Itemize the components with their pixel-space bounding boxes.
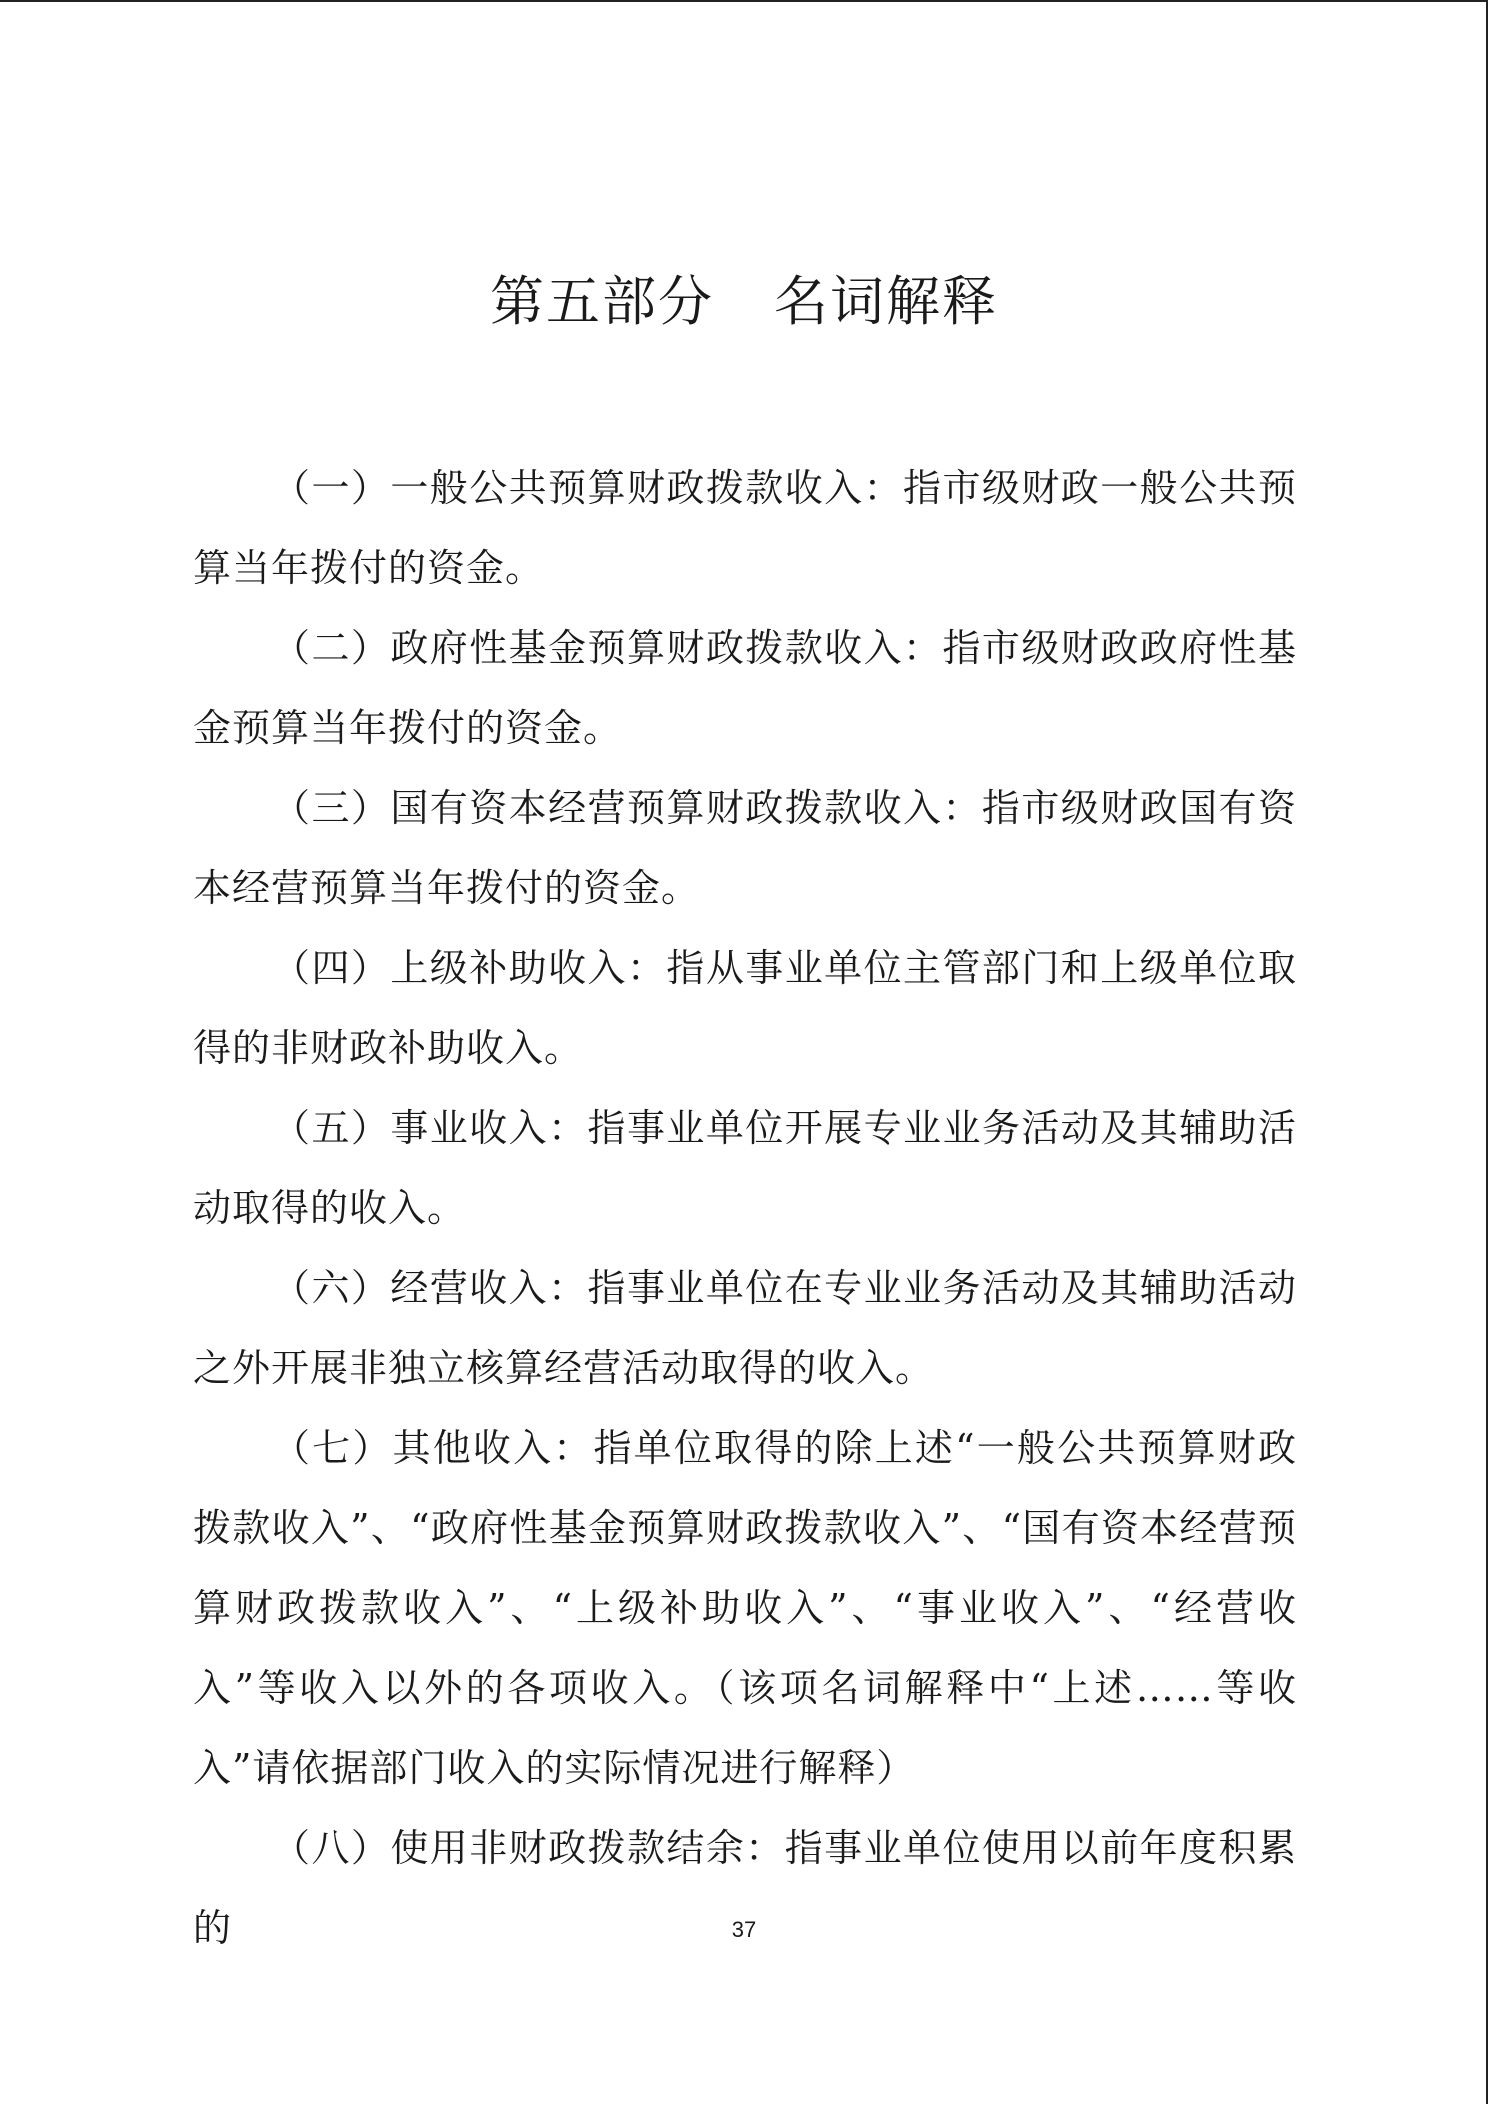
title-heading: 名词解释 [774,270,998,333]
paragraph-5: （五）事业收入：指事业单位开展专业业务活动及其辅助活动取得的收入。 [193,1106,1297,1230]
paragraph-2: （二）政府性基金预算财政拨款收入：指市级财政政府性基金预算当年拨付的资金。 [193,626,1297,750]
paragraph-1: （一）一般公共预算财政拨款收入：指市级财政一般公共预算当年拨付的资金。 [193,466,1297,590]
paragraph-4: （四）上级补助收入：指从事业单位主管部门和上级单位取得的非财政补助收入。 [193,946,1297,1070]
paragraph-7: （七）其他收入：指单位取得的除上述“一般公共预算财政拨款收入”、“政府性基金预算财政拨款收入”、“国有资本经营预算财政拨款收入”、“上级补助收入”、“事业收入”、“经营收入”等收入以外的各项收入。（该项名词解释中“上述……等收入”请依据部门收入的实际情况进行解释） [193,1426,1297,1790]
paragraph-3: （三）国有资本经营预算财政拨款收入：指市级财政国有资本经营预算当年拨付的资金。 [193,786,1297,910]
page-number: 37 [731,1917,757,1942]
title-part: 第五部分 [490,270,714,333]
paragraph-6: （六）经营收入：指事业单位在专业业务活动及其辅助活动之外开展非独立核算经营活动取得的收入。 [193,1266,1297,1390]
paragraph-8: （八）使用非财政拨款结余：指事业单位使用以前年度积累的 [193,1826,1297,1950]
page-title [0,264,1488,340]
document-body [193,448,1297,1968]
